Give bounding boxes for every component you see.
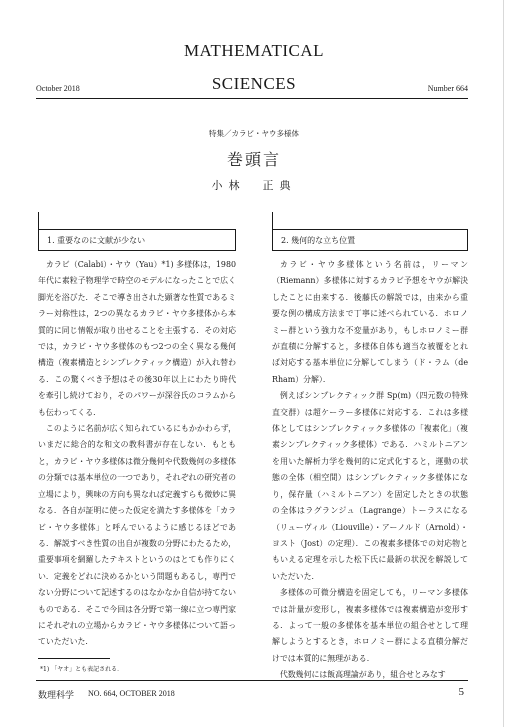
footnote-rule [38,658,110,659]
article-author: 小林 正典 [211,179,297,192]
paragraph: このように名前が広く知られているにもかかわらず，いまだに総合的な和文の教科書が存在しない．もともと，カラビ・ヤウ多様体は微分幾何や代数幾何の多様体の分類では基本単位の一つであり，それぞれの研究者の立場により，興味の方向も異なれば定義すらも微妙に異なる．各自が証明に使った仮定を満たす多様体を「カラビ・ヤウ多様体」と呼んでいるように感じるほどである．解説すべき性質の出自が複数の分野にわたるため，重要事項を網羅したテキストというのはとても作りにくい．定義をどれに決めるかという問題もあるし，専門でない分野について記述するのはなかなか自信が持てないものである．そこで今回は各分野で第一線に立つ専門家にそれぞれの立場からカラビ・ヤウ多様体について語っていただいた． [38,424,236,647]
paragraph: カラビ（Calabi）・ヤウ（Yau）*1) 多様体は，1980年代に素粒子物理学で時空のモデルになったことで広く脚光を浴びた．そこで導き出された顕著な性質であるミラー対称性は，2つの異なるカラビ・ヤウ多様体から本質的に同じ情報が取り出せることを主張する．その対応では，カラビ・ヤウ多様体のもつ2つの全く異なる幾何構造（複素構造とシンプレクティック構造）が入れ替わる．この驚くべき予想はその後30年以上にわたり時代を牽引し続けており，そのパワーが深谷氏のコラムからも伝わってくる． [38,260,236,417]
footer-journal: 数理科学 [38,691,75,701]
issue-number: Number 664 [427,84,468,93]
right-column-body [272,257,468,684]
page-edge-line [503,0,504,727]
issue-date: October 2018 [36,84,80,93]
paragraph: 多様体の可微分構造を固定しても，リーマン多様体では計量が変形し，複素多様体では複素構造が変形する．よって一般の多様体を基本単位の組合せとして理解しようとするとき，ホロノミー群による直積分解だけでは本質的に無理がある． [272,588,468,663]
page-number: 5 [458,686,464,698]
article-kicker: 特集／カラビ・ヤウ多様体 [209,129,299,138]
section-heading-1: 1. 重要なのに文献が少ない [38,229,236,251]
paragraph: 例えばシンプレクティック群 Sp(m)（四元数の特殊直交群）は超ケーラー多様体に対応する．これは多様体としてはシンプレクティック多様体の「複素化」（複素シンプレクティック多様体）である．ハミルトニアンを用いた解析力学を幾何的に定式化すると，運動の状態の全体（相空間）はシンプレクティック多様体になり，保存量（ハミルトニアン）を固定したときの状態の全体はラグランジュ（Lagrange）トーラスになる（リューヴィル（Liouville）・アーノルド（Arnold）・ヨスト（Jost）の定理）．この複素多様体での対応物ともいえる定理を示した松下氏に最新の状況を解説していただいた． [272,391,468,581]
section-heading-2: 2. 幾何的な立ち位置 [272,229,468,251]
masthead-rule [36,98,468,99]
footer-issue-info: NO. 664, OCTOBER 2018 [88,689,175,698]
masthead-title-line1: MATHEMATICAL [183,41,325,60]
article-title: 巻頭言 [226,150,281,169]
footnote: *1) 「ヤオ」とも表記される． [40,666,124,673]
paragraph: 代数幾何には飯高理論があり，組合せとみなす [279,670,446,680]
masthead-title-line2: SCIENCES [211,74,297,93]
footer-rule [36,680,468,681]
left-column-body [38,257,236,651]
paragraph: カラビ・ヤウ多様体という名前は，リーマン（Riemann）多様体に対するカラビ予想をヤウが解決したことに由来する．後藤氏の解説では，由来から重要な例の構成方法まで丁寧に述べられている．ホロノミー群という強力な不変量があり，もしホロノミー群が直積に分解すると，多様体自体も適当な被覆をとれば対応する基本単位に分解してしまう（ド・ラム（de Rham）分解）． [272,260,468,384]
